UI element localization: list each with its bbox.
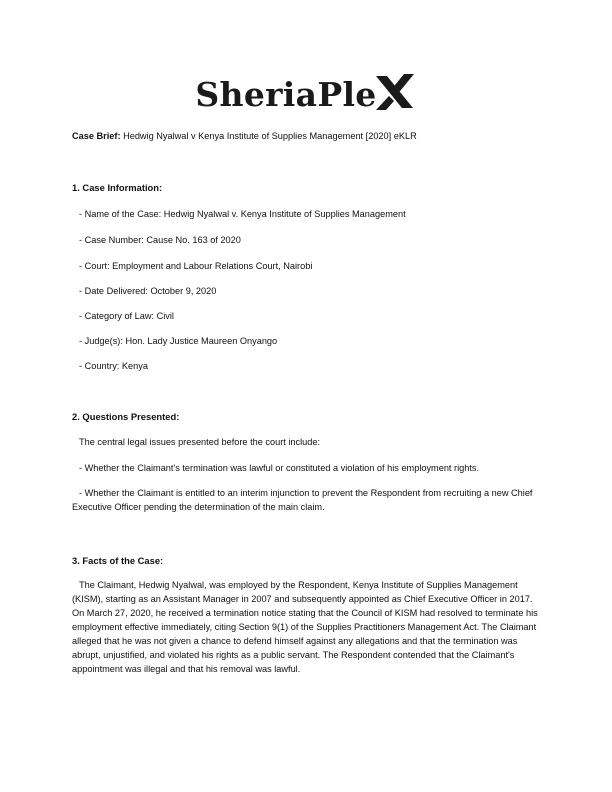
court-item: - Court: Employment and Labour Relations Court, Nairobi [79, 261, 313, 271]
questions-intro: The central legal issues presented before the court include: [79, 437, 321, 447]
case-information-heading: 1. Case Information: [72, 182, 163, 193]
case-number-item: - Case Number: Cause No. 163 of 2020 [79, 235, 241, 245]
case-brief-label: Case Brief: [72, 131, 121, 141]
judge-item: - Judge(s): Hon. Lady Justice Maureen Onyango [79, 336, 278, 346]
logo-x-mark-icon [373, 72, 417, 112]
logo-text: SheriaPle [195, 74, 377, 114]
facts-heading: 3. Facts of the Case: [72, 555, 164, 566]
case-name-item: - Name of the Case: Hedwig Nyalwal v. Kenya Institute of Supplies Management [79, 209, 406, 219]
category-item: - Category of Law: Civil [79, 311, 174, 321]
sheriaplex-logo [0, 74, 612, 124]
question-item: - Whether the Claimant's termination was lawful or constituted a violation of his employment rights. [79, 463, 480, 473]
date-delivered-item: - Date Delivered: October 9, 2020 [79, 286, 217, 296]
facts-body: The Claimant, Hedwig Nyalwal, was employed by the Respondent, Kenya Institute of Supplies Management (KISM), starting as an Assistant Manager in 2007 and subsequently appointed as Chief Executive Officer in 2017. On March 27, 2020, he received a termination notice stating that the Council of KISM had resolved to terminate his employment effective immediately, citing Section 9(1) of the Supplies Practitioners Management Act. The Claimant alleged that he was not given a chance to defend himself against any allegations and that the termination was abrupt, unjustified, and violated his rights as a public servant. The Respondent contended that the Claimant's appointment was illegal and that his removal was lawful. [72, 580, 538, 674]
questions-presented-heading: 2. Questions Presented: [72, 411, 180, 422]
question-item: - Whether the Claimant is entitled to an interim injunction to prevent the Respondent from recruiting a new Chief Executive Officer pending the determination of the main claim. [72, 488, 533, 512]
case-brief-line [72, 131, 417, 141]
country-item: - Country: Kenya [79, 361, 148, 371]
case-brief-title: Hedwig Nyalwal v Kenya Institute of Supplies Management [2020] eKLR [123, 131, 417, 141]
